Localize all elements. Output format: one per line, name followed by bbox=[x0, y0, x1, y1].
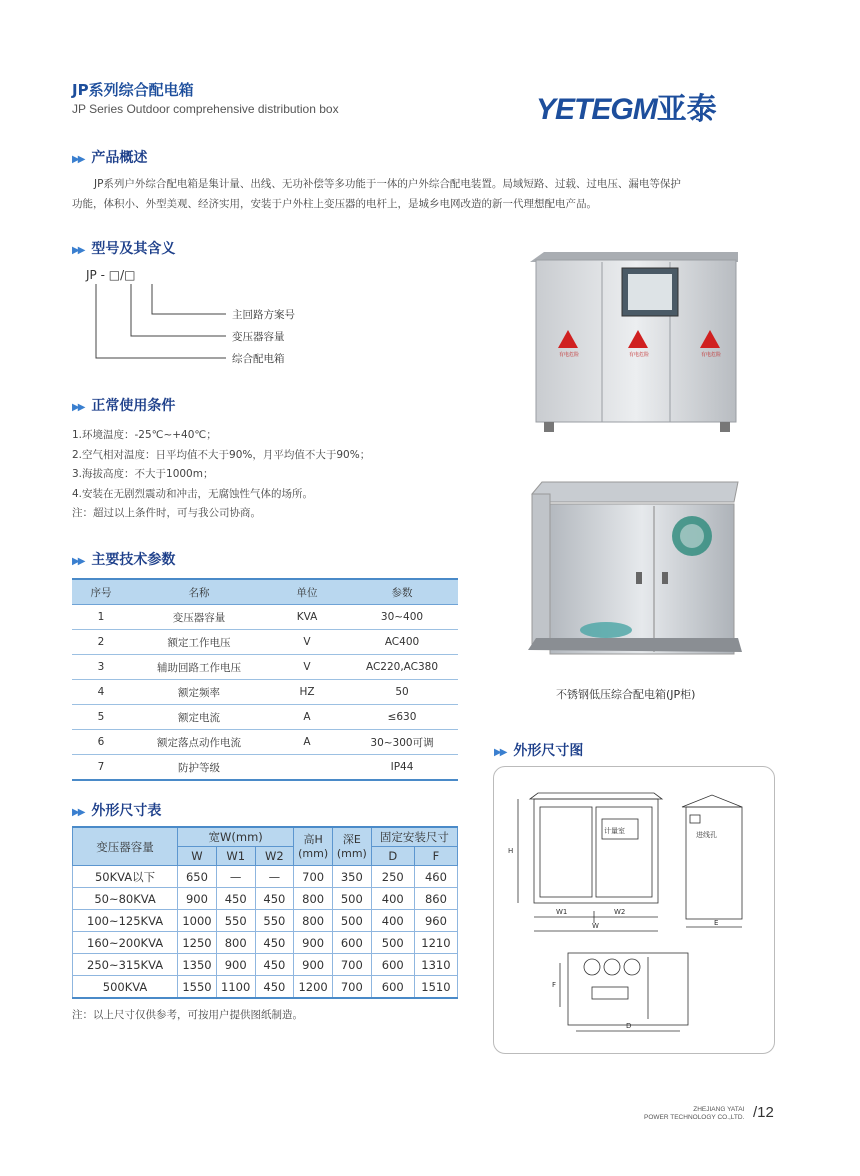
col-unit: 单位 bbox=[268, 579, 346, 605]
warning-text-3: 有电危险 bbox=[701, 352, 722, 358]
dim-label-h: H bbox=[508, 847, 514, 855]
table-row: 7 防护等级 IP44 bbox=[72, 755, 458, 781]
col-capacity: 变压器容量 bbox=[73, 827, 178, 866]
model-label-box: 综合配电箱 bbox=[232, 353, 285, 365]
tech-table-header bbox=[72, 579, 458, 605]
table-row: 250~315KVA 1350 900 450 900 700 600 1310 bbox=[73, 954, 458, 976]
dim-label-d: D bbox=[626, 1022, 632, 1030]
overview-heading: ▶▶ 产品概述 bbox=[72, 150, 148, 166]
page-number: /12 bbox=[753, 1104, 774, 1121]
logo-text-en: YETEGM bbox=[536, 93, 657, 126]
table-row: 50KVA以下 650 — — 700 350 250 460 bbox=[73, 866, 458, 888]
warning-text-2: 有电危险 bbox=[629, 352, 650, 358]
section-arrow-icon: ▶▶ bbox=[72, 402, 84, 413]
section-arrow-icon: ▶▶ bbox=[72, 807, 84, 818]
dim-label-w: W bbox=[592, 922, 599, 930]
section-arrow-icon: ▶▶ bbox=[72, 154, 84, 165]
page-title: JP系列综合配电箱 bbox=[72, 81, 194, 99]
dim-label-f: F bbox=[552, 981, 557, 989]
model-diagram-lines bbox=[86, 282, 246, 362]
dim-label-w1: W1 bbox=[556, 908, 568, 916]
cabinet-photo-1 bbox=[524, 248, 744, 434]
dimensions-note: 注：以上尺寸仅供参考，可按用户提供图纸制造。 bbox=[72, 1009, 303, 1021]
table-row: 500KVA 1550 1100 450 1200 700 600 1510 bbox=[73, 976, 458, 999]
condition-item: 2.空气相对温度：日平均值不大于90%，月平均值不大于90%； bbox=[72, 448, 371, 461]
col-width: 宽W(mm) bbox=[178, 827, 294, 847]
col-height: 高H (mm) bbox=[294, 827, 333, 866]
table-row: 3 辅助回路工作电压 V AC220,AC380 bbox=[72, 655, 458, 680]
condition-item: 4.安装在无剧烈震动和冲击，无腐蚀性气体的场所。 bbox=[72, 487, 314, 500]
drawing-heading: ▶▶ 外形尺寸图 bbox=[494, 743, 584, 759]
cabinet-photo-2 bbox=[528, 480, 742, 658]
col-param: 参数 bbox=[346, 579, 458, 605]
table-row: 2 额定工作电压 V AC400 bbox=[72, 630, 458, 655]
tech-heading: ▶▶ 主要技术参数 bbox=[72, 552, 176, 568]
dim-label-w2: W2 bbox=[614, 908, 626, 916]
section-arrow-icon: ▶▶ bbox=[494, 747, 506, 758]
col-name: 名称 bbox=[130, 579, 268, 605]
model-label-capacity: 变压器容量 bbox=[232, 331, 285, 343]
table-row: 1 变压器容量 KVA 30~400 bbox=[72, 605, 458, 630]
table-row: 100~125KVA 1000 550 550 800 500 400 960 bbox=[73, 910, 458, 932]
table-row: 50~80KVA 900 450 450 800 500 400 860 bbox=[73, 888, 458, 910]
conditions-list bbox=[72, 426, 370, 524]
warning-text-1: 有电危险 bbox=[559, 352, 580, 358]
inlet-hole-label: 进线孔 bbox=[696, 831, 717, 839]
col-depth: 深E (mm) bbox=[332, 827, 371, 866]
condition-item: 3.海拔高度：不大于1000m； bbox=[72, 468, 214, 480]
brand-logo bbox=[536, 84, 717, 128]
dimensions-table: 变压器容量 宽W(mm) 高H (mm) 深E (mm) 固定安装尺寸 W W1 W2 D F 50KVA以下 650 — — 700 350 250 460 50~80KVA 900 450 450 800 500 400 860 100~125KVA 1000 550 550 800 500 400 960 160~200KVA 1250 800 450 900 600 500 1210 250~315KVA 1350 900 450 900 700 600 1310 500KVA 1550 1100 450 1200 700 600 1510 bbox=[72, 826, 458, 999]
tech-table bbox=[72, 578, 458, 781]
table-row: 5 额定电流 A ≤630 bbox=[72, 705, 458, 730]
meter-room-label: 计量室 bbox=[604, 827, 625, 835]
table-row: 6 额定落点动作电流 A 30~300可调 bbox=[72, 730, 458, 755]
col-fixed: 固定安装尺寸 bbox=[371, 827, 457, 847]
dimension-drawing bbox=[494, 767, 772, 1051]
page-subtitle: JP Series Outdoor comprehensive distribution box bbox=[72, 102, 339, 116]
conditions-heading: ▶▶ 正常使用条件 bbox=[72, 398, 176, 414]
table-row: 160~200KVA 1250 800 450 900 600 500 1210 bbox=[73, 932, 458, 954]
overview-line-1: JP系列户外综合配电箱是集计量、出线、无功补偿等多功能于一体的户外综合配电装置。局域短路、过载、过电压、漏电等保护 bbox=[94, 178, 681, 190]
footer-company: ZHEJIANG YATAI POWER TECHNOLOGY CO.,LTD. bbox=[644, 1106, 745, 1121]
overview-line-2: 功能，体积小、外型美观、经济实用，安装于户外柱上变压器的电杆上，是城乡电网改造的新一代理想配电产品。 bbox=[72, 198, 597, 210]
col-no: 序号 bbox=[72, 579, 130, 605]
model-code: JP - □/□ bbox=[86, 268, 136, 282]
model-heading: ▶▶ 型号及其含义 bbox=[72, 241, 176, 257]
product-caption: 不锈钢低压综合配电箱(JP柜) bbox=[556, 688, 696, 701]
condition-item: 1.环境温度：-25℃~+40℃； bbox=[72, 429, 217, 441]
table-row: 4 额定频率 HZ 50 bbox=[72, 680, 458, 705]
section-arrow-icon: ▶▶ bbox=[72, 556, 84, 567]
logo-text-cn: 亚泰 bbox=[656, 93, 717, 126]
dimensions-heading: ▶▶ 外形尺寸表 bbox=[72, 803, 162, 819]
section-arrow-icon: ▶▶ bbox=[72, 245, 84, 256]
condition-note: 注：超过以上条件时，可与我公司协商。 bbox=[72, 507, 261, 519]
dim-label-e: E bbox=[714, 919, 719, 927]
model-label-scheme: 主回路方案号 bbox=[232, 309, 295, 321]
